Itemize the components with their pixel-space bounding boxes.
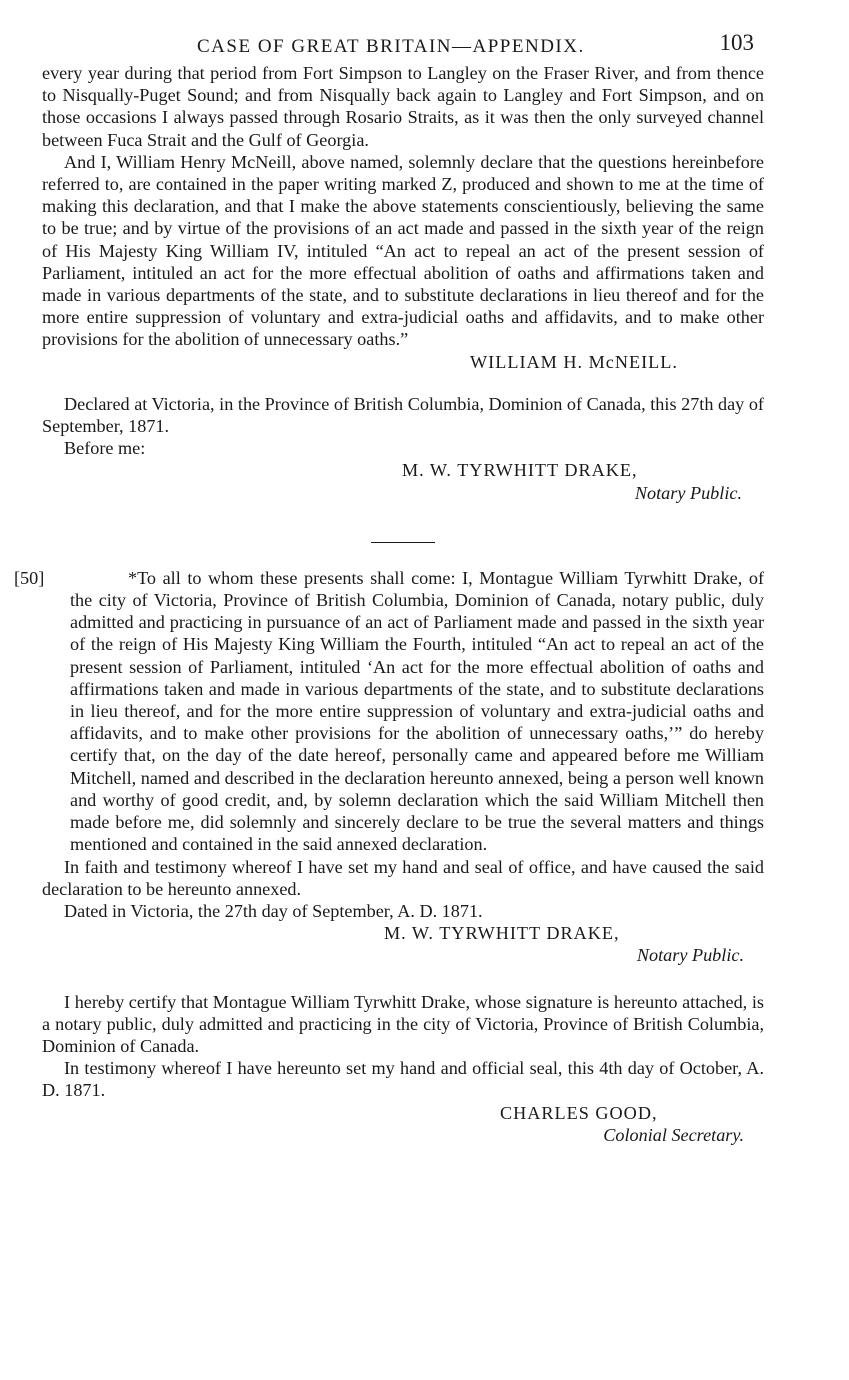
role-notary-2: Notary Public. — [636, 945, 744, 966]
signature-good: CHARLES GOOD, — [500, 1102, 658, 1123]
mcneill-declaration — [42, 62, 764, 373]
signature-drake-2: M. W. TYRWHITT DRAKE, — [384, 923, 620, 944]
margin-reference: [50] — [14, 567, 45, 588]
paragraph-hereby-certify: I hereby certify that Montague William Tyrwhitt Drake, whose signature is hereunto attached, is a notary public, duly admitted and practicing in the city of Victoria, Province of British Columbia, Dominion of Canada. — [42, 991, 764, 1056]
notarial-certificate — [14, 567, 764, 967]
paragraph-to-all-whom — [14, 567, 764, 856]
paragraph-to-all-whom-text: *To all to whom these presents shall come: I, Montague William Tyrwhitt Drake, of the city of Victoria, Province of British Columbia, Dominion of Canada, notary public, duly admitted and practicing in pursuance of an act of Parliament made and passed in the sixth year of the reign of His Majesty King William the Fourth, intituled “An act to repeal an act of the present session of Parliament, intituled ‘An act for the more effectual abolition of oaths and affirmations taken and made in various departments of the state, and to substitute declarations in lieu thereof, and for the more entire suppression of voluntary and extra-judicial oaths and affidavits, and to make other provisions for the abolition of unnecessary oaths,’” do hereby certify that, on the day of the date hereof, personally came and appeared before me William Mitchell, named and described in the declaration hereunto annexed, being a person well known and worthy of good credit, and, by solemn declaration which the said William Mitchell then made before me, did solemnly and sincerely declare to be true the several matters and things mentioned and contained in the said annexed declaration. — [70, 567, 764, 855]
signature-drake-1: M. W. TYRWHITT DRAKE, — [402, 460, 638, 481]
signature-mcneill: WILLIAM H. McNEILL. — [470, 351, 678, 372]
page-number: 103 — [719, 30, 754, 55]
paragraph-solemn-declaration: And I, William Henry McNeill, above named, solemnly declare that the questions hereinbefore referred to, are contained in the paper writing marked Z, produced and shown to me at the time of making this declaration, and that I make the above statements conscientiously, believing the same to be true; and by virtue of the provisions of an act made and passed in the sixth year of the reign of His Majesty King William IV, intituled “An act to repeal an act of the present session of Parliament, intituled an act for the more effectual abolition of oaths and affirmations taken and made in various departments of the state, and to substitute declarations in lieu thereof and for the more entire suppression of voluntary and extra-judicial oaths and affidavits, and to make other provisions for the abolition of unnecessary oaths.” — [42, 151, 764, 350]
paragraph-in-testimony: In testimony whereof I have hereunto set my hand and official seal, this 4th day of October, A. D. 1871. — [42, 1058, 764, 1101]
secretary-certificate — [42, 991, 764, 1146]
paragraph-declared: Declared at Victoria, in the Province of British Columbia, Dominion of Canada, this 27th day of September, 1871. — [42, 393, 764, 437]
paragraph-faith-testimony: In faith and testimony whereof I have set my hand and seal of office, and have caused the said declaration to be hereunto annexed. — [42, 856, 764, 899]
declaration-jurat — [42, 393, 764, 504]
section-divider — [371, 542, 435, 543]
role-notary-1: Notary Public. — [634, 482, 742, 503]
paragraph-continuation: every year during that period from Fort Simpson to Langley on the Fraser River, and from thence to Nisqually-Puget Sound; and from Nisqually back again to Langley and Fort Simpson, and on those occasions I always passed through Rosario Straits, as it was then the only surveyed channel between Fuca Strait and the Gulf of Georgia. — [42, 63, 764, 150]
running-header — [42, 30, 764, 62]
header-title: CASE OF GREAT BRITAIN—APPENDIX. — [197, 36, 585, 57]
document-page — [14, 30, 764, 1146]
before-me-line: Before me: — [64, 438, 146, 459]
role-colonial-secretary: Colonial Secretary. — [603, 1124, 744, 1145]
dated-line: Dated in Victoria, the 27th day of September, A. D. 1871. — [64, 900, 483, 921]
